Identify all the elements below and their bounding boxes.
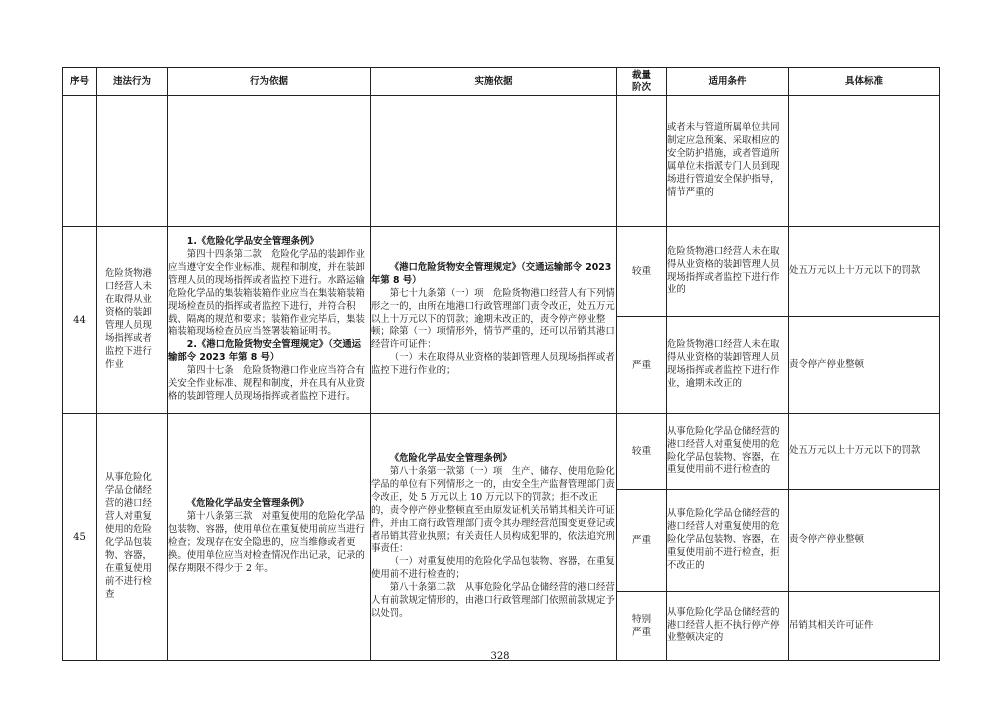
basis-text-1: 第十八条第三款 对重复使用的危险化学品包装物、容器，使用单位在重复使用前应当进行检查；发现存在安全隐患的，应当维修或者更换。使用单位应当对检查情况作出记录，记录的保存期限不得少于 2 年。	[168, 511, 365, 574]
violation-text: 危险货物港口经营人未在取得从业资格的装卸管理人员现场指挥或者监控下进行作业	[105, 268, 152, 370]
header-impl: 实施依据	[371, 68, 617, 96]
cell-level: 特别严重	[617, 592, 667, 661]
basis-text-2: 第四十七条 危险货物港口作业应当符合有关安全作业标准、规程和制度，并在具有从业资格的装卸管理人员现场指挥或者监控下进行。	[168, 365, 365, 402]
cell-standard: 处五万元以上十万元以下的罚款	[789, 227, 940, 317]
header-row	[63, 68, 940, 96]
cell-condition: 从事危险化学品仓储经营的港口经营人对重复使用的危险化学品包装物、容器，在重复使用前不进行检查的	[667, 414, 789, 490]
cell-empty	[617, 96, 667, 227]
cell-level: 较重	[617, 414, 667, 490]
header-cond: 适用条件	[667, 68, 789, 96]
table-row-44	[63, 227, 940, 317]
impl-text-2: （一）对重复使用的危险化学品包装物、容器，在重复使用前不进行检查的；	[371, 556, 615, 581]
cell-empty	[97, 96, 168, 227]
penalty-discretion-table	[62, 67, 940, 661]
impl-text-1: 第七十九条第（一）项 危险货物港口经营人有下列情形之一的，由所在地港口行政管理部门责令改正，处五万元以上十万元以下的罚款；逾期未改正的，责令停产停业整顿；除第（一）项情形外，情节严重的，还可以吊销其港口经营许可证件：	[371, 287, 615, 351]
cell-seq: 45	[63, 414, 97, 661]
basis-text-1: 第四十四条第二款 危险化学品的装卸作业应当遵守安全作业标准、规程和制度，并在装卸管理人员的现场指挥或者监控下进行。水路运输危险化学品的集装箱装箱作业应当在集装箱装箱现场检查员的指挥或者监控下进行，并符合积载、隔离的规范和要求；装箱作业完毕后，集装箱装箱现场检查员应当签署装箱证明书。	[168, 249, 365, 338]
cell-condition: 从事危险化学品仓储经营的港口经营人拒不执行停产停业整顿决定的	[667, 592, 789, 661]
cell-condition: 危险货物港口经营人未在取得从业资格的装卸管理人员现场指挥或者监控下进行作业，逾期未改正的	[667, 317, 789, 414]
cell-level: 较重	[617, 227, 667, 317]
cell-violation	[97, 414, 168, 661]
cell-standard: 责令停产停业整顿	[789, 490, 940, 592]
basis-title-2: 2.《港口危险货物安全管理规定》（交通运输部令 2023 年第 8 号）	[168, 339, 361, 364]
page-number: 328	[490, 651, 510, 662]
basis-title-1: 1.《危险化学品安全管理条例》	[186, 236, 319, 248]
cell-empty	[371, 96, 617, 227]
table-row-45	[63, 414, 940, 490]
cell-seq: 44	[63, 227, 97, 414]
cell-implementation	[371, 227, 617, 414]
violation-text: 从事危险化学品仓储经营的港口经营人对重复使用的危险化学品包装物、容器，在重复使用前不进行检查	[105, 472, 152, 600]
header-violation: 违法行为	[97, 68, 168, 96]
impl-text-1: 第八十条第一款第（一）项 生产、储存、使用危险化学品的单位有下列情形之一的，由安全生产监督管理部门责令改正，处 5 万元以上 10 万元以下的罚款；拒不改正的，责令停产停业整顿直至由原发证机关吊销其相关许可证件，并由工商行政管理部门责令其办理经营范围变更登记或者吊销其营业执照；有关责任人员构成犯罪的，依法追究刑事责任：	[371, 466, 615, 555]
cell-empty	[789, 96, 940, 227]
header-seq: 序号	[63, 68, 97, 96]
cell-standard: 吊销其相关许可证件	[789, 592, 940, 661]
cell-empty	[63, 96, 97, 227]
header-basis: 行为依据	[168, 68, 371, 96]
header-std: 具体标准	[789, 68, 940, 96]
cell-condition: 或者未与管道所属单位共同制定应急预案、采取相应的安全防护措施，或者管道所属单位未指派专门人员到现场进行管道安全保护指导，情节严重的	[667, 96, 789, 227]
cell-condition: 危险货物港口经营人未在取得从业资格的装卸管理人员现场指挥或者监控下进行作业的	[667, 227, 789, 317]
cell-standard: 处五万元以上十万元以下的罚款	[789, 414, 940, 490]
cell-condition: 从事危险化学品仓储经营的港口经营人对重复使用的危险化学品包装物、容器，在重复使用前不进行检查，拒不改正的	[667, 490, 789, 592]
cell-implementation	[371, 414, 617, 661]
cell-level: 严重	[617, 490, 667, 592]
cell-basis	[168, 414, 371, 661]
impl-title-1: 《危险化学品安全管理条例》	[389, 453, 512, 465]
impl-title-1: 《港口危险货物安全管理规定》（交通运输部令 2023 年第 8 号）	[371, 261, 612, 286]
cell-violation	[97, 227, 168, 414]
impl-text-2: （一）未在取得从业资格的装卸管理人员现场指挥或者监控下进行作业的；	[371, 352, 615, 377]
table-row-continued	[63, 96, 940, 227]
basis-title-1: 《危险化学品安全管理条例》	[186, 498, 309, 510]
impl-text-3: 第八十条第二款 从事危险化学品仓储经营的港口经营人有前款规定情形的，由港口行政管理部门依照前款规定予以处罚。	[371, 582, 615, 619]
cell-empty	[168, 96, 371, 227]
cell-basis	[168, 227, 371, 414]
cell-level: 严重	[617, 317, 667, 414]
header-level: 裁量阶次	[617, 68, 667, 96]
cell-standard: 责令停产停业整顿	[789, 317, 940, 414]
